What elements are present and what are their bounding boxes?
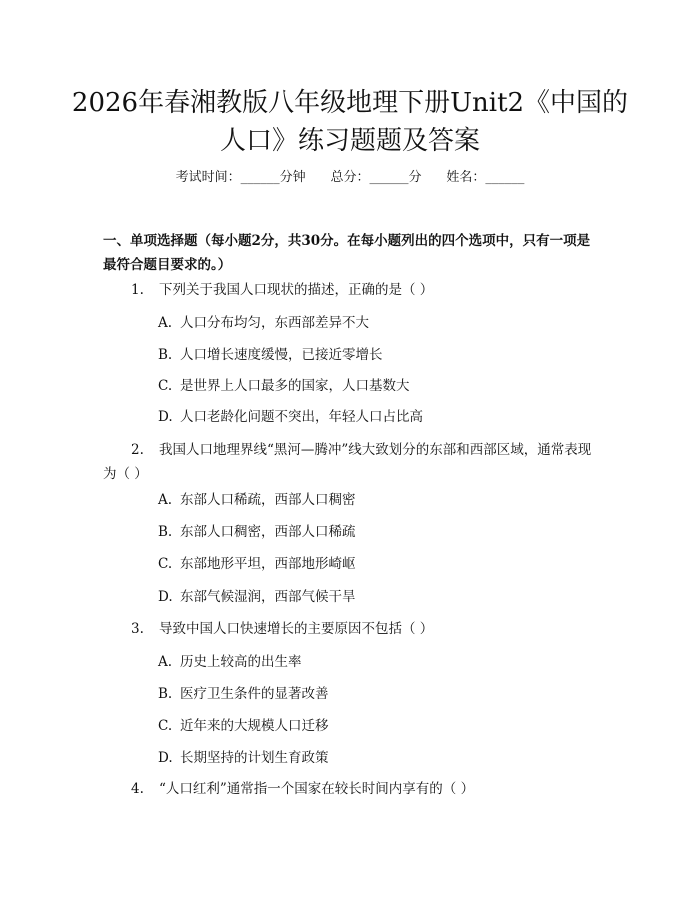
option-letter: D. [158, 589, 173, 605]
score-unit: 分 [408, 170, 422, 185]
option-text: 人口增长速度缓慢，已接近零增长 [180, 347, 383, 363]
question-text: “人口红利”通常指一个国家在较长时间内享有的（ ） [159, 781, 475, 797]
option-letter: A. [158, 315, 173, 331]
option-letter: B. [158, 524, 173, 540]
option-letter: C. [158, 378, 173, 394]
name-label: 姓名： [446, 170, 486, 185]
option-letter: A. [158, 492, 173, 508]
question-3-option-a [158, 652, 598, 672]
question-text: 我国人口地理界线“黑河—腾冲”线大致划分的东部和西部区域，通常表现为（ ） [103, 442, 592, 482]
name-blank: ______ [485, 170, 525, 185]
question-4 [103, 777, 603, 801]
option-letter: D. [158, 750, 173, 766]
question-3-option-b [158, 684, 598, 704]
score-blank: ______ [369, 170, 409, 185]
score-label: 总分： [330, 170, 370, 185]
option-letter: C. [158, 556, 173, 572]
option-text: 人口老龄化问题不突出，年轻人口占比高 [180, 409, 423, 425]
question-3-option-c [158, 716, 598, 736]
question-1-option-d [158, 407, 598, 427]
option-letter: C. [158, 718, 173, 734]
question-number: 2. [131, 442, 144, 458]
option-letter: D. [158, 409, 173, 425]
question-3 [103, 617, 603, 641]
option-text: 东部气候湿润，西部气候干旱 [180, 589, 356, 605]
option-letter: A. [158, 654, 173, 670]
question-2-option-a [158, 490, 598, 510]
document-title: 2026年春湘教版八年级地理下册Unit2《中国的人口》练习题题及答案 [71, 88, 629, 156]
option-letter: B. [158, 347, 173, 363]
exam-meta [0, 168, 700, 188]
option-text: 人口分布均匀，东西部差异不大 [180, 315, 369, 331]
question-2-option-b [158, 522, 598, 542]
option-text: 长期坚持的计划生育政策 [180, 750, 329, 766]
question-text: 导致中国人口快速增长的主要原因不包括（ ） [159, 621, 434, 637]
question-2 [103, 438, 603, 486]
question-text: 下列关于我国人口现状的描述，正确的是（ ） [159, 282, 434, 298]
question-1 [103, 278, 603, 302]
option-text: 东部地形平坦，西部地形崎岖 [180, 556, 356, 572]
time-unit: 分钟 [279, 170, 306, 185]
option-text: 医疗卫生条件的显著改善 [180, 686, 329, 702]
time-blank: ______ [240, 170, 280, 185]
question-2-option-d [158, 587, 598, 607]
question-1-option-b [158, 345, 598, 365]
question-3-option-d [158, 748, 598, 768]
option-text: 东部人口稀疏，西部人口稠密 [180, 492, 356, 508]
section-heading: 一、单项选择题（每小题2分，共30分。在每小题列出的四个选项中，只有一项是最符合题目要求的。） [103, 233, 591, 273]
question-number: 1. [131, 282, 144, 298]
question-2-option-c [158, 554, 598, 574]
question-number: 3. [131, 621, 144, 637]
option-text: 近年来的大规模人口迁移 [180, 718, 329, 734]
option-text: 是世界上人口最多的国家，人口基数大 [180, 378, 410, 394]
question-number: 4. [131, 781, 144, 797]
option-letter: B. [158, 686, 173, 702]
option-text: 历史上较高的出生率 [180, 654, 302, 670]
option-text: 东部人口稠密，西部人口稀疏 [180, 524, 356, 540]
question-1-option-c [158, 376, 598, 396]
time-label: 考试时间： [175, 170, 241, 185]
question-1-option-a [158, 313, 598, 333]
